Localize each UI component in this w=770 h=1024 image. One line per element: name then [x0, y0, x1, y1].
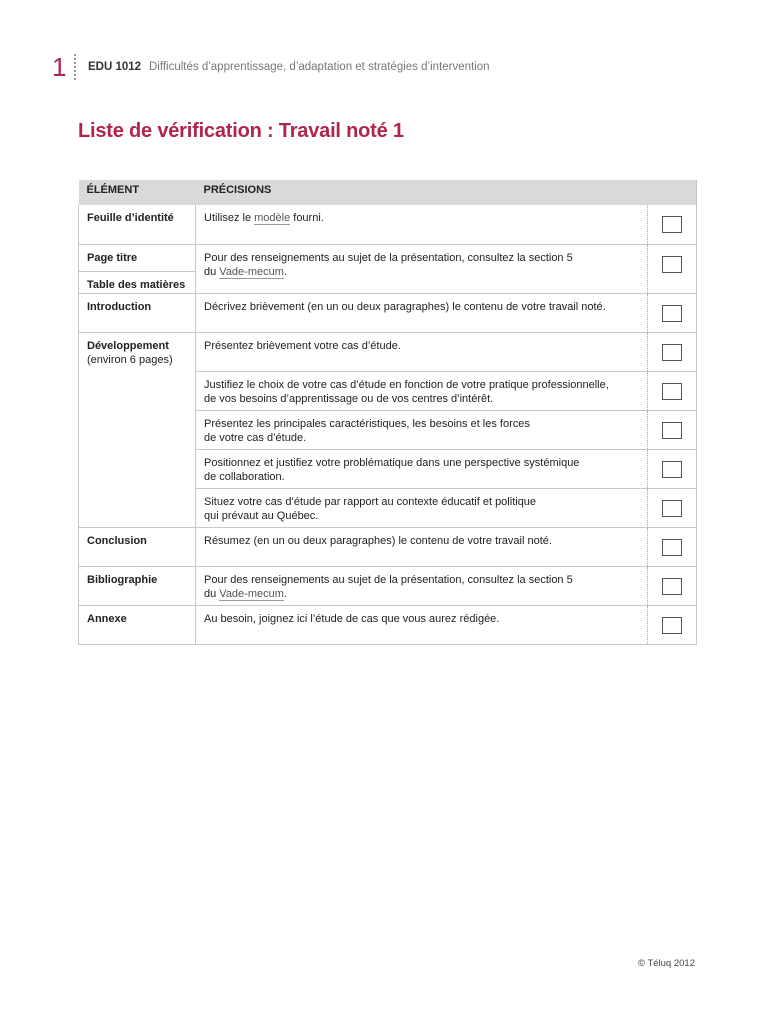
checkbox[interactable]	[662, 422, 682, 439]
precision-text: Décrivez brièvement (en un ou deux paragraphes) le contenu de votre travail noté.	[196, 293, 648, 332]
column-header-precisions: PRÉCISIONS	[196, 180, 648, 205]
table-row	[79, 293, 697, 332]
vade-mecum-link[interactable]: Vade-mecum	[219, 587, 284, 600]
document-title: Liste de vérification : Travail noté 1	[78, 120, 404, 142]
precision-text: Pour des renseignements au sujet de la présentation, consultez la section 5 du Vade-mecum.	[196, 566, 648, 605]
course-title: Difficultés d’apprentissage, d’adaptation et stratégies d’intervention	[149, 61, 490, 73]
table-row	[79, 566, 697, 605]
element-label	[79, 244, 196, 293]
table-row	[79, 527, 697, 566]
precision-text: Pour des renseignements au sujet de la présentation, consultez la section 5 du Vade-mecum.	[196, 244, 648, 293]
element-label-table-des-matieres: Table des matières	[79, 271, 195, 292]
precision-text: Situez votre cas d’étude par rapport au contexte éducatif et politique qui prévaut au Québec.	[196, 488, 648, 527]
checkbox[interactable]	[662, 256, 682, 273]
page-header	[52, 52, 712, 82]
checkbox[interactable]	[662, 216, 682, 233]
precision-text: Au besoin, joignez ici l’étude de cas que vous aurez rédigée.	[196, 605, 648, 644]
precision-text: Présentez brièvement votre cas d’étude.	[196, 332, 648, 371]
precision-text: Résumez (en un ou deux paragraphes) le contenu de votre travail noté.	[196, 527, 648, 566]
checklist-table	[78, 180, 697, 645]
checkbox[interactable]	[662, 539, 682, 556]
checkbox[interactable]	[662, 461, 682, 478]
checkbox[interactable]	[662, 344, 682, 361]
precision-text: Présentez les principales caractéristiques, les besoins et les forces de votre cas d’étude.	[196, 410, 648, 449]
precision-text: Utilisez le modèle fourni.	[196, 205, 648, 244]
modele-link[interactable]: modèle	[254, 212, 291, 224]
element-label: Bibliographie	[79, 566, 196, 605]
element-label: Annexe	[79, 605, 196, 644]
element-label	[79, 332, 196, 527]
checkbox[interactable]	[662, 617, 682, 634]
checkbox[interactable]	[662, 578, 682, 595]
element-label-page-titre: Page titre	[87, 251, 138, 264]
header-divider	[74, 54, 76, 80]
element-label: Feuille d’identité	[79, 205, 196, 244]
page-number: 1	[52, 52, 67, 82]
element-label-sub: (environ 6 pages)	[87, 353, 173, 366]
precision-text: Justifiez le choix de votre cas d’étude en fonction de votre pratique professionnelle, de vos besoins d’apprentissage ou de vos centres d’intérêt.	[196, 371, 648, 410]
checkbox[interactable]	[662, 500, 682, 517]
table-row	[79, 332, 697, 371]
column-header-element: ÉLÉMENT	[79, 180, 196, 205]
element-label: Introduction	[79, 293, 196, 332]
precision-text: Positionnez et justifiez votre problématique dans une perspective systémique de collaboration.	[196, 449, 648, 488]
table-row	[79, 605, 697, 644]
element-label-developpement: Développement	[87, 339, 169, 352]
checkbox[interactable]	[662, 383, 682, 400]
table-row	[79, 244, 697, 293]
table-row	[79, 205, 697, 244]
vade-mecum-link[interactable]: Vade-mecum	[219, 265, 284, 278]
course-code: EDU 1012	[88, 61, 142, 73]
column-header-checkbox	[648, 180, 697, 205]
table-header-row	[79, 180, 697, 205]
element-label: Conclusion	[79, 527, 196, 566]
copyright-footer: © Téluq 2012	[637, 958, 695, 969]
checkbox[interactable]	[662, 305, 682, 322]
